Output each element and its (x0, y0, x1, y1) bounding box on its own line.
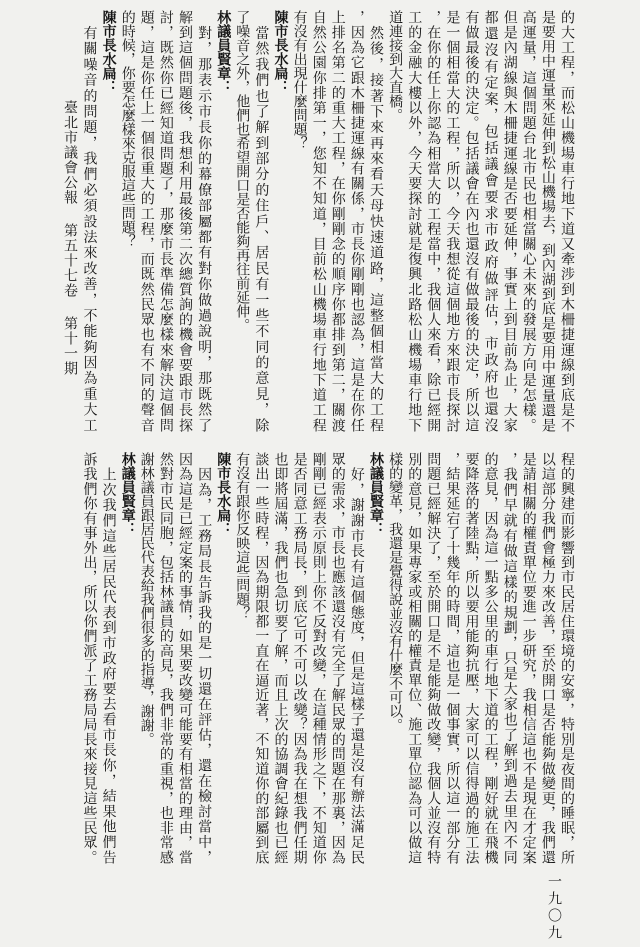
speaker-label: 林議員賢章： (119, 452, 136, 536)
text-column: 題，這是你任上一個很重大的工程，而既然民眾也有不同的聲音 (138, 10, 155, 432)
upper-text-block (0, 10, 640, 432)
text-column: 的時候，你要怎麼樣來克服這些問題？ (119, 10, 136, 248)
text-column: 是否同意工務局長，到底它可不可以改變？因為我在想我們任期 (291, 452, 308, 864)
text-column: 是一個相當大的工程，所以，今天我想從這個地方來跟市長探討 (444, 10, 461, 432)
text-column: 的意見，因為這一點多公里的車行地下道的工程，剛好就在飛機 (482, 452, 499, 864)
speaker-label: 林議員賢章： (215, 10, 232, 94)
text-column: 談出一些時程，因為期限都一直在逼近著，不知道你的部屬到底 (253, 452, 270, 864)
page-number: 一九〇九 (546, 874, 562, 942)
text-column: 工的金融大樓以外，今天要探討就是復興北路松山機場車行地下 (406, 10, 423, 432)
text-column: 程的興建而影響到市民居住環境的安寧，特別是夜間的睡眠，所 (559, 452, 575, 864)
text-column: 問題已經解決了，至於開口是不是能夠做改變，我個人並沒有特 (425, 452, 442, 864)
speaker-label: 林議員賢章： (368, 452, 384, 536)
text-column: 討，既然你已經知道問題了，那麼市長準備怎麼樣來解決這個問 (157, 10, 174, 432)
volume-label: 第五十七卷 (62, 223, 78, 298)
text-column: 剛剛已經表示原則上你不反對改變，在這種情形之下，不知道你 (310, 452, 327, 864)
text-column: 有沒有出現什麼問題？ (291, 10, 308, 150)
text-column: 以這部分我們會極力來改善，至於開口是否能夠做變更，我們還 (539, 452, 556, 864)
text-column: 訴我們你有事外出，所以你們派了工務局局長來接見這些民眾。 (81, 452, 98, 864)
text-column: ，在你的任上你認為相當大的工程當中，我個人來看，除已經開 (425, 10, 442, 432)
text-column: 的大工程，而松山機場車行地下道又牽涉到木柵捷運線到底是不 (559, 10, 575, 432)
text-column: 然對市民同胞，包括林議員的高見，我們非常的重視，也非常感 (157, 452, 174, 864)
text-column: 是要用中運量來延伸到松山機場去，到內湖到底是要用中運量還是 (539, 10, 556, 432)
text-column: 要降落的著陸點，所以要用能夠抗壓，大家可以信得過的施工法 (463, 452, 480, 864)
text-column: 解到這個問題後，我想利用最後第二次總質詢的機會要跟市長探 (177, 10, 193, 432)
text-column: ，結果延宕了十幾年的時間，這也是一個事實，所以這一部分有 (444, 452, 461, 864)
text-column: 都還沒有定案，包括議會要求市政府做評估，市政府也還沒 (482, 10, 499, 432)
speaker-label: 陳市長水扁： (272, 10, 289, 94)
text-column: 有做最後的決定。包括議會在內也還沒有做最後的決定，所以這 (463, 10, 480, 432)
text-column: 當然我們也了解到部分的住戶、居民有一些不同的意見，除 (253, 10, 270, 432)
text-column: 別的意見，如果專家或相關的權責單位、施工單位認為可以做這 (406, 452, 423, 864)
text-column: 上次我們這些居民代表到市政府要去看市長你，結果他們告 (100, 452, 117, 864)
text-column: 然後，接著下來再來看天母快速道路，這整個相當大的工程 (368, 10, 384, 432)
text-column: 好，謝謝市長有這個態度，但是這樣子還是沒有辦法滿足民 (348, 452, 365, 864)
text-column: 道連接到大直橋。 (387, 10, 404, 122)
speaker-label: 陳市長水扁： (100, 10, 117, 94)
text-column: 因為，工務局長告訴我的是一切還在評估，還在檢討當中， (196, 452, 213, 864)
text-column: 對，那表示市長你的幕僚部屬都有對你做過說明，那既然了 (196, 10, 213, 432)
text-column: 高運量，這個問題台北市民也相當關心未來的發展方向是怎樣。 (520, 10, 537, 432)
speaker-label: 陳市長水扁： (215, 452, 232, 536)
text-column: 但是內湖線與木柵捷運線是否要延伸，事實上到目前為止，大家 (501, 10, 518, 432)
issue-label: 第十一期 (62, 316, 78, 376)
text-column: 也即將屆滿，我們也急切要了解，而且上次的協調會紀錄也已經 (272, 452, 289, 864)
text-column: ，我們早就有做這樣的規劃，只是大家也了解到過去里內不同 (501, 452, 518, 864)
text-column: 謝林議員跟居民代表給我們很多的指導，謝謝。 (138, 452, 155, 746)
text-column: 自然公園你排第一，您知不知道，目前松山機場車行地下道工程 (310, 10, 327, 432)
lower-text-block (0, 452, 640, 864)
text-column: 有沒有跟你反映這些問題？ (234, 452, 251, 620)
text-column: 是請相關的權責單位要進一步研究，我相信這也不是現在才定案 (520, 452, 537, 864)
text-column: ，因為它跟木柵捷運線有關係，市長你剛剛也認為，這是在你任 (348, 10, 365, 432)
text-column: 有關噪音的問題，我們必須設法來改善，不能夠因為重大工 (81, 10, 98, 432)
text-column: 樣的變革，我還是覺得說並沒有什麼不可以。 (387, 452, 404, 732)
text-column: 上排名第二的重大工程，在你剛剛念的順序你都排到第二，關渡 (329, 10, 346, 432)
text-column: 了噪音之外，他們也希望開口是否能夠再往前延伸。 (234, 10, 251, 332)
text-column: 眾的需求，市長也應該還沒有完全了解民眾的問題在那裏，因為 (329, 452, 346, 864)
publication-title: 臺北市議會公報 (62, 100, 78, 205)
text-column: 因為這是已經定案的事情，如果要改變可能要有相當的理由，當 (177, 452, 193, 864)
